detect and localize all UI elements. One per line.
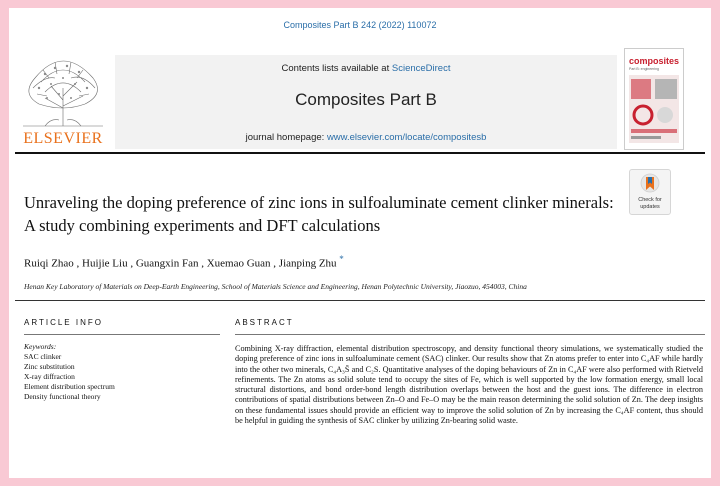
author-list [24, 254, 344, 270]
homepage-line [115, 132, 617, 143]
keyword-item: Element distribution spectrum [24, 382, 115, 391]
corresponding-author-mark[interactable]: * [339, 254, 344, 264]
journal-title: Composites Part B [295, 90, 437, 109]
meta-divider [15, 300, 705, 301]
abstract-rule [235, 334, 705, 335]
elsevier-wordmark: ELSEVIER [23, 130, 103, 147]
contents-prefix: Contents lists available at [281, 63, 392, 74]
abstract-heading: ABSTRACT [235, 318, 294, 327]
authors-text[interactable]: Ruiqi Zhao , Huijie Liu , Guangxin Fan , Xuemao Guan , Jianping Zhu [24, 257, 337, 270]
header-divider [15, 152, 705, 154]
homepage-prefix: journal homepage: [245, 132, 327, 143]
sciencedirect-link[interactable]: ScienceDirect [391, 63, 451, 74]
article-title: Unraveling the doping preference of zinc ions in sulfoaluminate cement clinker minerals: A study combining experiments and DFT calculations [24, 193, 614, 235]
article-page [9, 8, 711, 478]
bookmark-check-icon [640, 173, 660, 195]
journal-cover-thumbnail[interactable] [624, 48, 684, 150]
elsevier-tree-logo [15, 48, 111, 128]
author-affiliation: Henan Key Laboratory of Materials on Deep-Earth Engineering, School of Materials Science and Engineering, Henan Polytechnic University, Jiaozuo, 454003, China [24, 282, 527, 291]
elsevier-logo[interactable] [15, 48, 111, 148]
keyword-item: SAC clinker [24, 352, 62, 361]
check-for-updates-button[interactable] [629, 169, 671, 215]
cover-artwork [629, 75, 679, 143]
cover-subtitle: Part B: engineering [629, 67, 659, 71]
cover-title: composites [629, 56, 680, 66]
journal-homepage-link[interactable]: www.elsevier.com/locate/compositesb [326, 132, 487, 143]
keyword-item: X-ray diffraction [24, 372, 75, 381]
contents-line [115, 63, 617, 74]
keyword-item: Density functional theory [24, 392, 101, 401]
check-for-updates-label [630, 197, 670, 210]
keyword-item: Zinc substitution [24, 362, 75, 371]
article-info-heading: ARTICLE INFO [24, 318, 103, 327]
check-updates-line2: updates [640, 203, 660, 210]
journal-masthead [115, 55, 617, 149]
journal-reference[interactable]: Composites Part B 242 (2022) 110072 [283, 20, 437, 30]
abstract-text: Combining X-ray diffraction, elemental distribution spectroscopy, and density functional theory simulations, we systematically studied the doping preference of zinc ions in sulfoaluminate cement (SAC) clinker. Our results show that Zn atoms prefer to enter into C₄AF while hardly into the other two minerals, C₄A₃S̄ and C₂S. Quantitative analyses of the doping behaviours of Zn in C₄AF were also performed with Rietveld refinements. The Zn atoms as solid solute tend to occupy the sites of Fe, which is well supported by the low formation energy, small local structural distortions, and bond order-bond length distribution overlaps between the host and the guest ions. The difference in electron contributions of spatial distributions between Zn–O and Fe–O may be the main reason determining the solid solution of Zn. The deep insights on these fundamental issues should provide an efficient way to improve the solid solution of Zn by increasing the C₄AF content, thus should be helpful in guiding the synthesis of SAC clinker by utilizing Zn-bearing solid waste. [235, 344, 703, 426]
keywords-block [24, 342, 220, 402]
keywords-label: Keywords: [24, 342, 57, 351]
check-updates-line1: Check for [638, 197, 662, 203]
article-info-rule [24, 334, 220, 335]
